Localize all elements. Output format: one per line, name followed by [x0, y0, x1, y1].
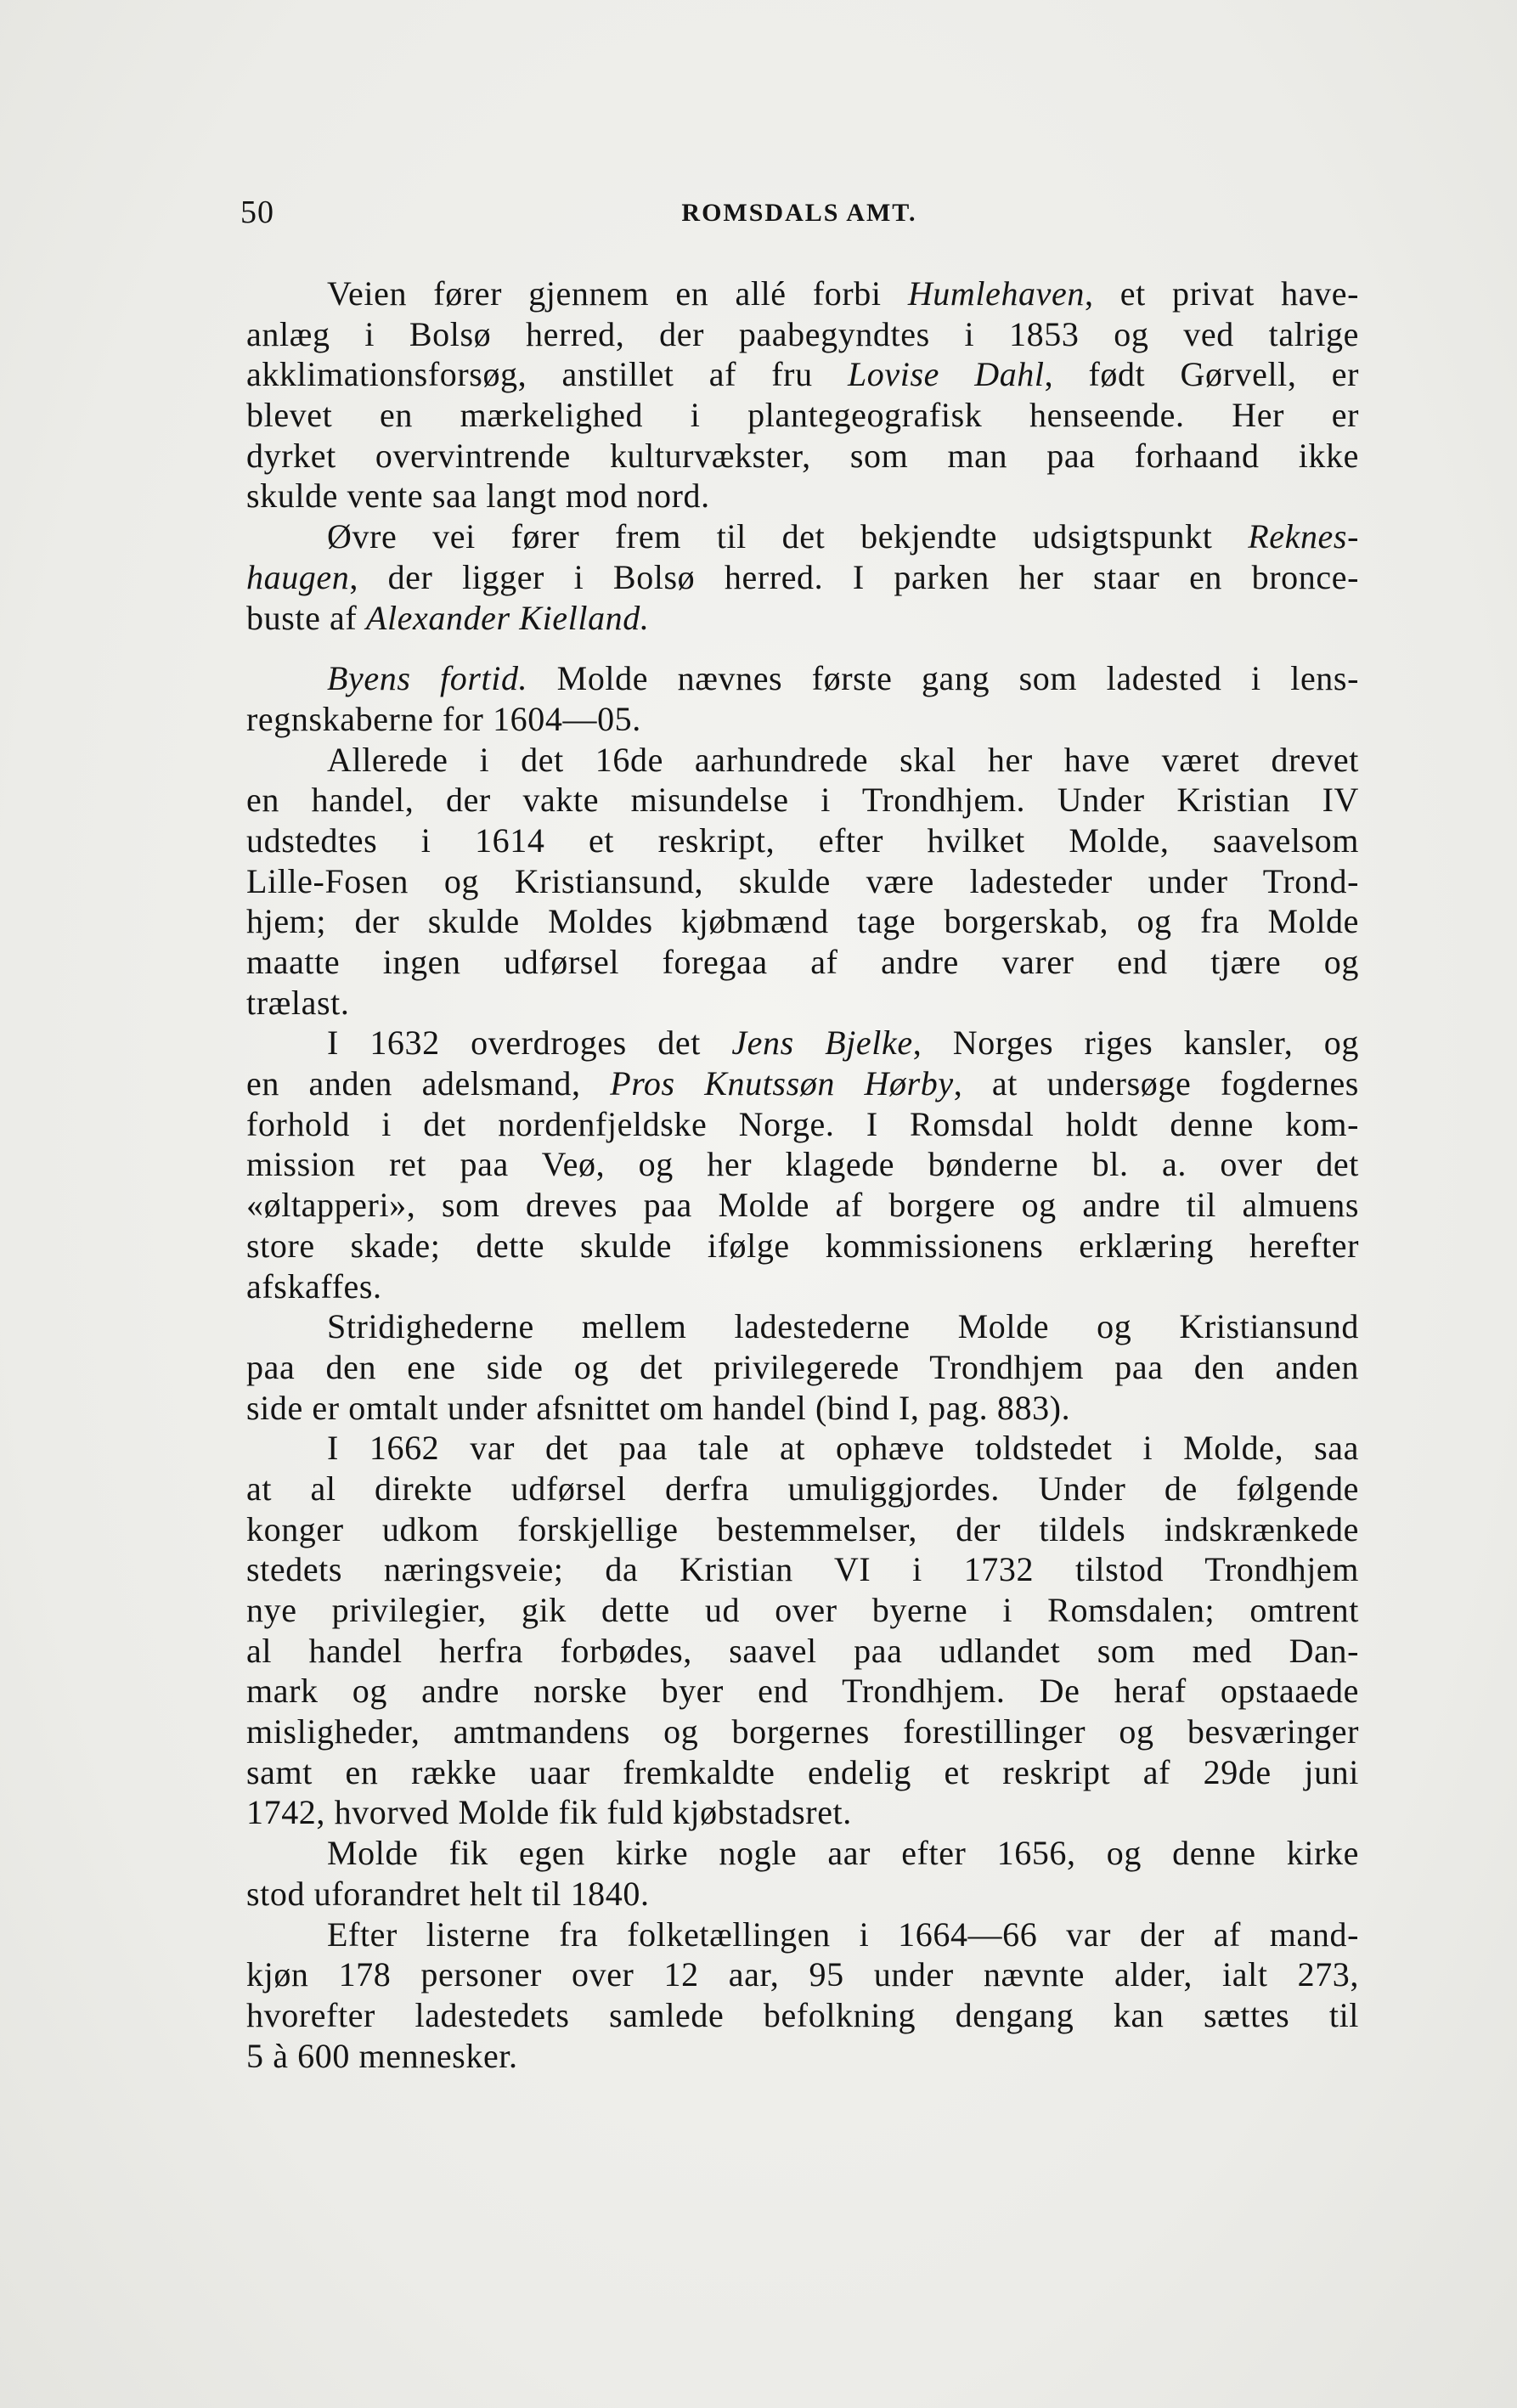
text-segment: nye privilegier, gik dette ud over byerne i Romsdalen; omtrent — [246, 1591, 1359, 1629]
text-line — [246, 476, 1359, 516]
italic-text: Alexander Kielland. — [365, 598, 650, 637]
running-title: ROMSDALS AMT. — [681, 199, 917, 227]
text-line — [246, 861, 1359, 902]
text-line — [246, 516, 1359, 557]
text-segment: stod uforandret helt til 1840. — [246, 1874, 650, 1913]
italic-text: Lovise Dahl — [847, 355, 1045, 394]
text-segment: anlæg i Bolsø herred, der paabegyndtes i 1853 og ved talrige — [246, 314, 1359, 353]
text-segment: Efter listerne fra folketællingen i 1664—66 var der af mand- — [327, 1915, 1359, 1954]
text-line — [246, 1915, 1359, 1955]
text-segment: «øltapperi», som dreves paa Molde af borgere og andre til almuens — [246, 1186, 1359, 1225]
page-number: 50 — [240, 195, 274, 230]
text-line — [246, 1792, 1359, 1833]
paragraph-gap — [246, 638, 1359, 658]
text-line — [246, 314, 1359, 355]
text-segment: , et privat have- — [1084, 274, 1359, 313]
text-segment: , at undersøge fogdernes — [953, 1064, 1359, 1103]
text-line — [246, 1185, 1359, 1226]
italic-text: Reknes- — [1248, 517, 1359, 556]
text-segment: hjem; der skulde Moldes kjøbmænd tage borgerskab, og fra Molde — [246, 902, 1359, 941]
text-segment: misligheder, amtmandens og borgernes forestillinger og besværinger — [246, 1712, 1359, 1751]
text-line — [246, 942, 1359, 983]
text-line — [246, 699, 1359, 740]
text-segment: mission ret paa Veø, og her klagede bønderne bl. a. over det — [246, 1145, 1359, 1184]
text-line — [246, 1226, 1359, 1266]
text-line — [246, 1469, 1359, 1509]
text-segment: buste af — [246, 598, 366, 637]
text-line — [246, 1631, 1359, 1672]
text-line — [246, 1671, 1359, 1712]
text-segment: regnskaberne for 1604—05. — [246, 699, 641, 738]
text-segment: Lille-Fosen og Kristiansund, skulde være ladesteder under Trond- — [246, 861, 1359, 900]
text-segment: , født Gørvell, er — [1044, 355, 1359, 394]
text-line — [246, 274, 1359, 314]
text-segment: , Norges riges kansler, og — [912, 1024, 1359, 1063]
text-line — [246, 1388, 1359, 1429]
text-line — [246, 983, 1359, 1024]
text-segment: maatte ingen udførsel foregaa af andre varer end tjære og — [246, 943, 1359, 981]
text-line — [246, 1347, 1359, 1388]
italic-text: Humlehaven — [907, 274, 1085, 313]
text-line — [246, 354, 1359, 395]
text-line — [246, 821, 1359, 861]
text-line — [246, 901, 1359, 942]
text-segment: Stridighederne mellem ladestederne Molde og Kristiansund — [327, 1307, 1359, 1346]
text-segment: en anden adelsmand, — [246, 1064, 611, 1103]
text-line — [246, 740, 1359, 781]
text-line — [246, 780, 1359, 821]
italic-text: haugen — [246, 557, 350, 596]
text-segment: konger udkom forskjellige bestemmelser, der tildels indskrænkede — [246, 1509, 1359, 1548]
text-line — [246, 1509, 1359, 1550]
text-line — [246, 1874, 1359, 1915]
text-line — [246, 1995, 1359, 2036]
text-segment: 1742, hvorved Molde fik fuld kjøbstadsret. — [246, 1793, 852, 1832]
text-segment: I 1662 var det paa tale at ophæve toldstedet i Molde, saa — [327, 1429, 1359, 1468]
text-segment: en handel, der vakte misundelse i Trondhjem. Under Kristian IV — [246, 781, 1359, 820]
text-line — [246, 1023, 1359, 1063]
text-segment: Molde nævnes første gang som ladested i lens- — [527, 659, 1359, 698]
text-line — [246, 395, 1359, 436]
text-segment: skulde vente saa langt mod nord. — [246, 477, 710, 516]
text-segment: udstedtes i 1614 et reskript, efter hvilket Molde, saavelsom — [246, 821, 1359, 860]
text-line — [246, 1063, 1359, 1104]
text-segment: samt en række uaar fremkaldte endelig et reskript af 29de juni — [246, 1752, 1359, 1791]
text-segment: stedets næringsveie; da Kristian VI i 1732 tilstod Trondhjem — [246, 1550, 1359, 1589]
text-segment: Allerede i det 16de aarhundrede skal her have været drevet — [327, 740, 1359, 779]
text-segment: store skade; dette skulde ifølge kommissionens erklæring herefter — [246, 1226, 1359, 1265]
text-segment: akklimationsforsøg, anstillet af fru — [246, 355, 848, 394]
text-segment: blevet en mærkelighed i plantegeografisk henseende. Her er — [246, 396, 1359, 435]
text-line — [246, 1954, 1359, 1995]
text-line — [246, 658, 1359, 699]
text-segment: al handel herfra forbødes, saavel paa udlandet som med Dan- — [246, 1631, 1359, 1670]
italic-text: Pros Knutssøn Hørby — [610, 1064, 954, 1103]
text-segment: mark og andre norske byer end Trondhjem. De heraf opstaaede — [246, 1672, 1359, 1711]
text-segment: I 1632 overdroges det — [327, 1024, 732, 1063]
text-segment: paa den ene side og det privilegerede Trondhjem paa den anden — [246, 1347, 1359, 1386]
text-line — [246, 1306, 1359, 1347]
text-line — [246, 1549, 1359, 1590]
text-segment: Øvre vei fører frem til det bekjendte udsigtspunkt — [327, 517, 1249, 556]
text-segment: afskaffes. — [246, 1266, 382, 1306]
italic-text: Byens fortid. — [327, 659, 528, 698]
text-line — [246, 557, 1359, 598]
text-line — [246, 1266, 1359, 1307]
text-segment: Veien fører gjennem en allé forbi — [327, 274, 908, 313]
text-line — [246, 1833, 1359, 1874]
text-segment: , der ligger i Bolsø herred. I parken her staar en bronce- — [349, 557, 1359, 596]
text-line — [246, 2036, 1359, 2077]
text-line — [246, 1104, 1359, 1145]
text-segment: hvorefter ladestedets samlede befolkning dengang kan sættes til — [246, 1995, 1359, 2034]
text-line — [246, 436, 1359, 477]
text-line — [246, 1752, 1359, 1793]
italic-text: Jens Bjelke — [731, 1024, 913, 1063]
text-line — [246, 1590, 1359, 1631]
text-segment: at al direkte udførsel derfra umuliggjordes. Under de følgende — [246, 1469, 1359, 1508]
text-segment: Molde fik egen kirke nogle aar efter 1656, og denne kirke — [327, 1834, 1359, 1873]
text-line — [246, 1428, 1359, 1469]
text-segment: trælast. — [246, 983, 350, 1022]
text-line — [246, 1712, 1359, 1752]
body-text — [246, 274, 1359, 2076]
page-header — [240, 194, 1358, 245]
text-segment: dyrket overvintrende kulturvækster, som man paa forhaand ikke — [246, 436, 1359, 475]
text-segment: 5 à 600 mennesker. — [246, 2036, 518, 2075]
text-segment: side er omtalt under afsnittet om handel (bind I, pag. 883). — [246, 1388, 1071, 1427]
text-segment: forhold i det nordenfjeldske Norge. I Romsdal holdt denne kom- — [246, 1104, 1359, 1143]
text-line — [246, 598, 1359, 639]
text-segment: kjøn 178 personer over 12 aar, 95 under nævnte alder, ialt 273, — [246, 1955, 1359, 1994]
text-line — [246, 1144, 1359, 1185]
